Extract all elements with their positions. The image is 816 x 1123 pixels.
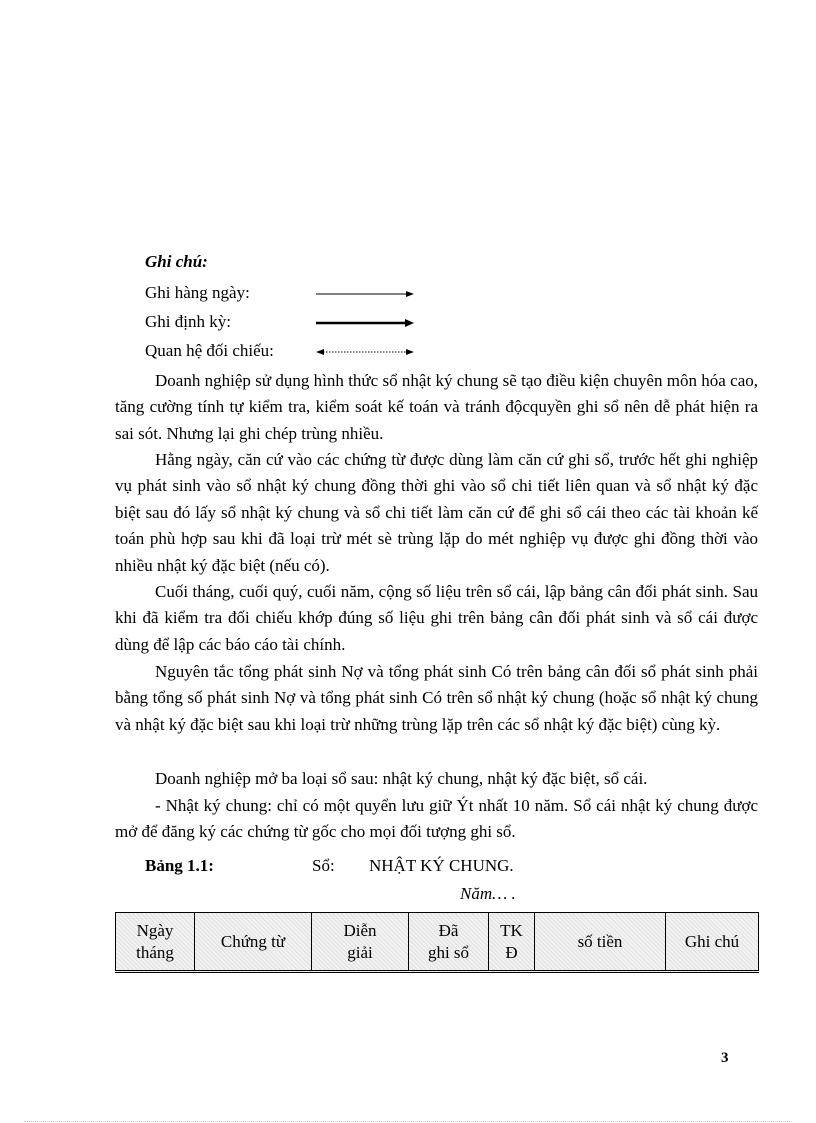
table-caption-prefix: Sổ: [312, 856, 335, 875]
column-date: Ngày tháng [116, 913, 195, 972]
table-caption-title: NHẬT KÝ CHUNG. [369, 856, 514, 875]
paragraph-daily-process: Hằng ngày, căn cứ vào các chứng từ được dùng làm căn cứ ghi sổ, trước hết ghi nghiệp vụ phát sinh vào sổ nhật ký chung đồng thời ghi vào sổ chi tiết liên quan và sổ nhật ký đặc biệt sau đó lấy sổ nhật ký chung và sổ chi tiết làm căn cứ để ghi sổ cái theo các tài khoản kế toán phù hợp sau khi đã loại trừ mét sè trùng lặp do mét nghiệp vụ được ghi đồng thời vào nhiều nhật ký đặc biệt (nếu có). [115, 450, 758, 575]
column-posted: Đã ghi sổ [409, 913, 489, 972]
paragraph-general-journal: - Nhật ký chung: chỉ có một quyển lưu giữ Ýt nhất 10 năm. Sổ cái nhật ký chung được mở để đăng ký các chứng từ gốc cho mọi đối tượng ghi sổ. [115, 796, 758, 842]
column-account: TK Đ [489, 913, 535, 972]
paragraph-period-end: Cuối tháng, cuối quý, cuối năm, cộng số liệu trên sổ cái, lập bảng cân đối phát sinh. Sau khi đã kiểm tra đối chiếu khớp đúng số liệu ghi trên bảng cân đối phát sinh và sổ cái được dùng để lập các báo cáo tài chính. [115, 582, 758, 654]
legend-daily-arrow [316, 290, 414, 298]
paragraph-overview: Doanh nghiệp sử dụng hình thức sổ nhật ký chung sẽ tạo điều kiện chuyên môn hóa cao, tăng cường tính tự kiểm tra, kiểm soát kế toán và tránh độcquyền ghi sổ nên dễ phát hiện ra sai sót. Nhưng lại ghi chép trùng nhiều. [115, 371, 758, 443]
page-number: 3 [721, 1050, 729, 1066]
column-voucher: Chứng từ [195, 913, 312, 972]
paragraph-ledger-types: Doanh nghiệp mở ba loại sổ sau: nhật ký chung, nhật ký đặc biệt, sổ cái. [155, 769, 648, 788]
journal-table [115, 912, 759, 973]
legend-crosscheck-label: Quan hệ đối chiếu: [145, 341, 274, 360]
legend-crosscheck-arrow [316, 348, 414, 356]
journal-table-header-row [116, 913, 759, 972]
legend-daily-label: Ghi hàng ngày: [145, 283, 250, 302]
paragraph-principle: Nguyên tắc tổng phát sinh Nợ và tổng phát sinh Có trên bảng cân đối sổ phát sinh phải bằng tổng số phát sinh Nợ và tổng phát sinh Có trên sổ nhật ký chung (hoặc sổ nhật ký chung và nhật ký đặc biệt sau khi loại trừ những trùng lặp trên các sổ nhật ký đặc biệt) cùng kỳ. [115, 662, 758, 734]
legend-periodic-arrow [316, 319, 414, 327]
table-year: Năm… . [460, 884, 516, 903]
page-bottom-rule [24, 1121, 792, 1122]
column-amount: số tiền [535, 913, 666, 972]
legend-periodic-label: Ghi định kỳ: [145, 312, 231, 331]
column-description: Diễn giải [312, 913, 409, 972]
table-caption-label: Bảng 1.1: [145, 856, 214, 875]
column-notes: Ghi chú [666, 913, 759, 972]
notes-heading: Ghi chú: [145, 252, 208, 271]
